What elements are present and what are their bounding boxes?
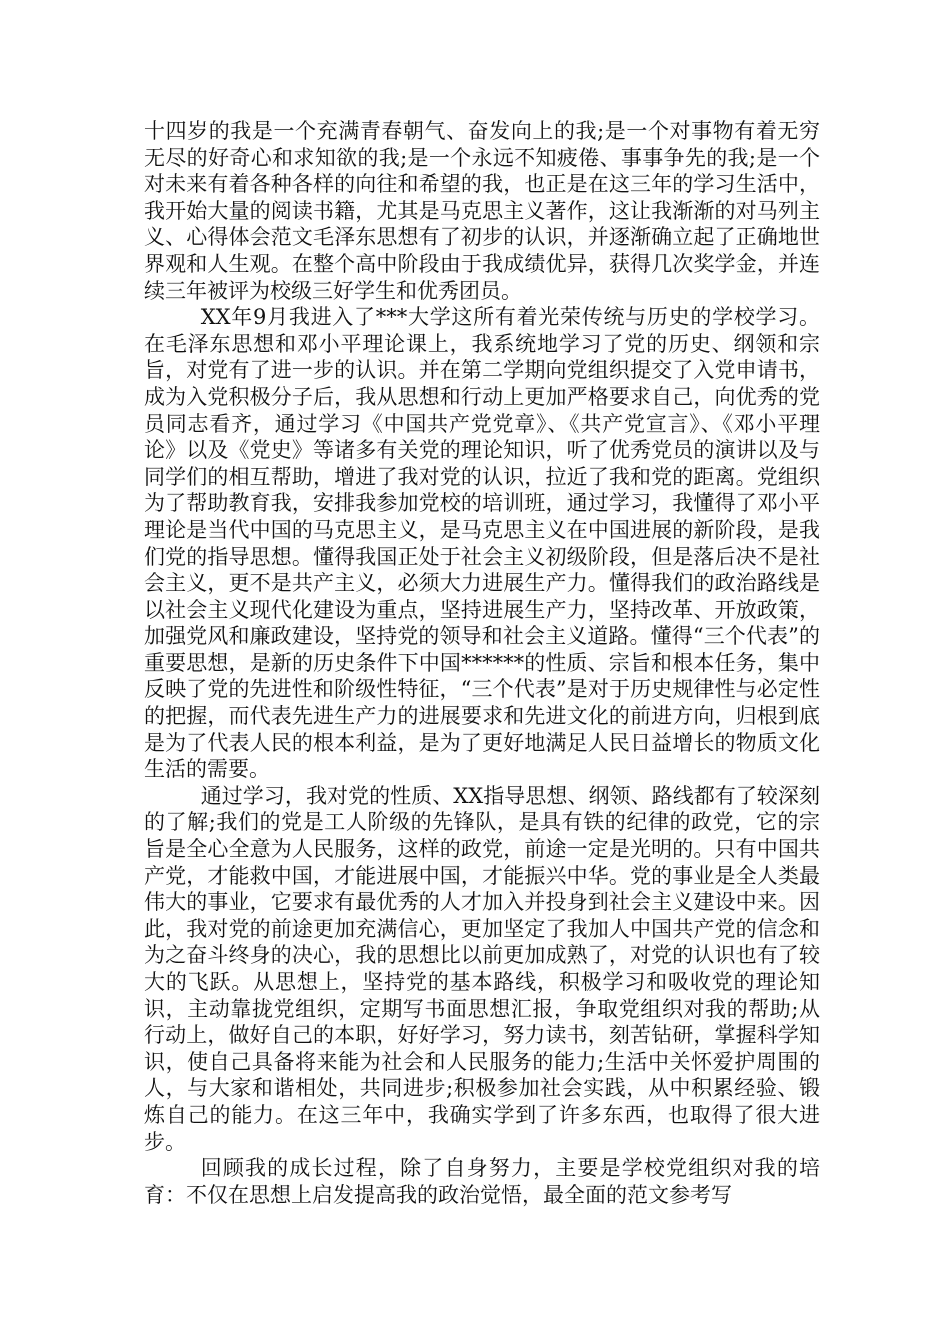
paragraph-2: XX年9月我进入了***大学这所有着光荣传统与历史的学校学习。在毛泽东思想和邓小平理论课上，我系统地学习了党的历史、纲领和宗旨，对党有了进一步的认识。并在第二学期向党组织提交了入党申请书，成为入党积极分子后，我从思想和行动上更加严格要求自己，向优秀的党员同志看齐，通过学习《中国共产党党章》、《共产党宣言》、《邓小平理论》以及《党史》等诸多有关党的理论知识，听了优秀党员的演讲以及与同学们的相互帮助，增进了我对党的认识，拉近了我和党的距离。党组织为了帮助教育我，安排我参加党校的培训班，通过学习，我懂得了邓小平理论是当代中国的马克思主义，是马克思主义在中国进展的新阶段，是我们党的指导思想。懂得我国正处于社会主义初级阶段，但是落后决不是社会主义，更不是共产主义，必须大力进展生产力。懂得我们的政治路线是以社会主义现代化建设为重点，坚持进展生产力，坚持改革、开放政策，加强党风和廉政建设，坚持党的领导和社会主义道路。懂得“三个代表”的重要思想，是新的历史条件下中国******的性质、宗旨和根本任务，集中反映了党的先进性和阶级性特征，“三个代表”是对于历史规律性与必定性的把握，而代表先进生产力的进展要求和先进文化的前进方向，归根到底是为了代表人民的根本利益，是为了更好地满足人民日益增长的物质文化生活的需要。 [144,305,820,782]
paragraph-1: 十四岁的我是一个充满青春朝气、奋发向上的我;是一个对事物有着无穷无尽的好奇心和求知欲的我;是一个永远不知疲倦、事事争先的我;是一个对未来有着各种各样的向往和希望的我，也正是在这三年的学习生活中，我开始大量的阅读书籍，尤其是马克思主义著作，这让我渐渐的对马列主义、心得体会范文毛泽东思想有了初步的认识，并逐渐确立起了正确地世界观和人生观。在整个高中阶段由于我成绩优异，获得几次奖学金，并连续三年被评为校级三好学生和优秀团员。 [144,119,820,303]
paragraph-3: 通过学习，我对党的性质、XX指导思想、纲领、路线都有了较深刻的了解;我们的党是工人阶级的先锋队，是具有铁的纪律的政党，它的宗旨是全心全意为人民服务，这样的政党，前途一定是光明的。只有中国共产党，才能救中国，才能进展中国，才能振兴中华。党的事业是全人类最伟大的事业，它要求有最优秀的人才加入并投身到社会主义建设中来。因此，我对党的前途更加充满信心，更加坚定了我加人中国共产党的信念和为之奋斗终身的决心，我的思想比以前更加成熟了，对党的认识也有了较大的飞跃。从思想上，坚持党的基本路线，积极学习和吸收党的理论知识，主动靠拢党组织，定期写书面思想汇报，争取党组织对我的帮助;从行动上，做好自己的本职，好好学习，努力读书，刻苦钻研，掌握科学知识，使自己具备将来能为社会和人民服务的能力;生活中关怀爱护周围的人，与大家和谐相处，共同进步;积极参加社会实践，从中积累经验、锻炼自己的能力。在这三年中，我确实学到了许多东西，也取得了很大进步。 [144,783,820,1154]
paragraph-4: 回顾我的成长过程，除了自身努力，主要是学校党组织对我的培育：不仅在思想上启发提高我的政治觉悟，最全面的范文参考写 [144,1156,820,1207]
document-body [144,118,820,1208]
